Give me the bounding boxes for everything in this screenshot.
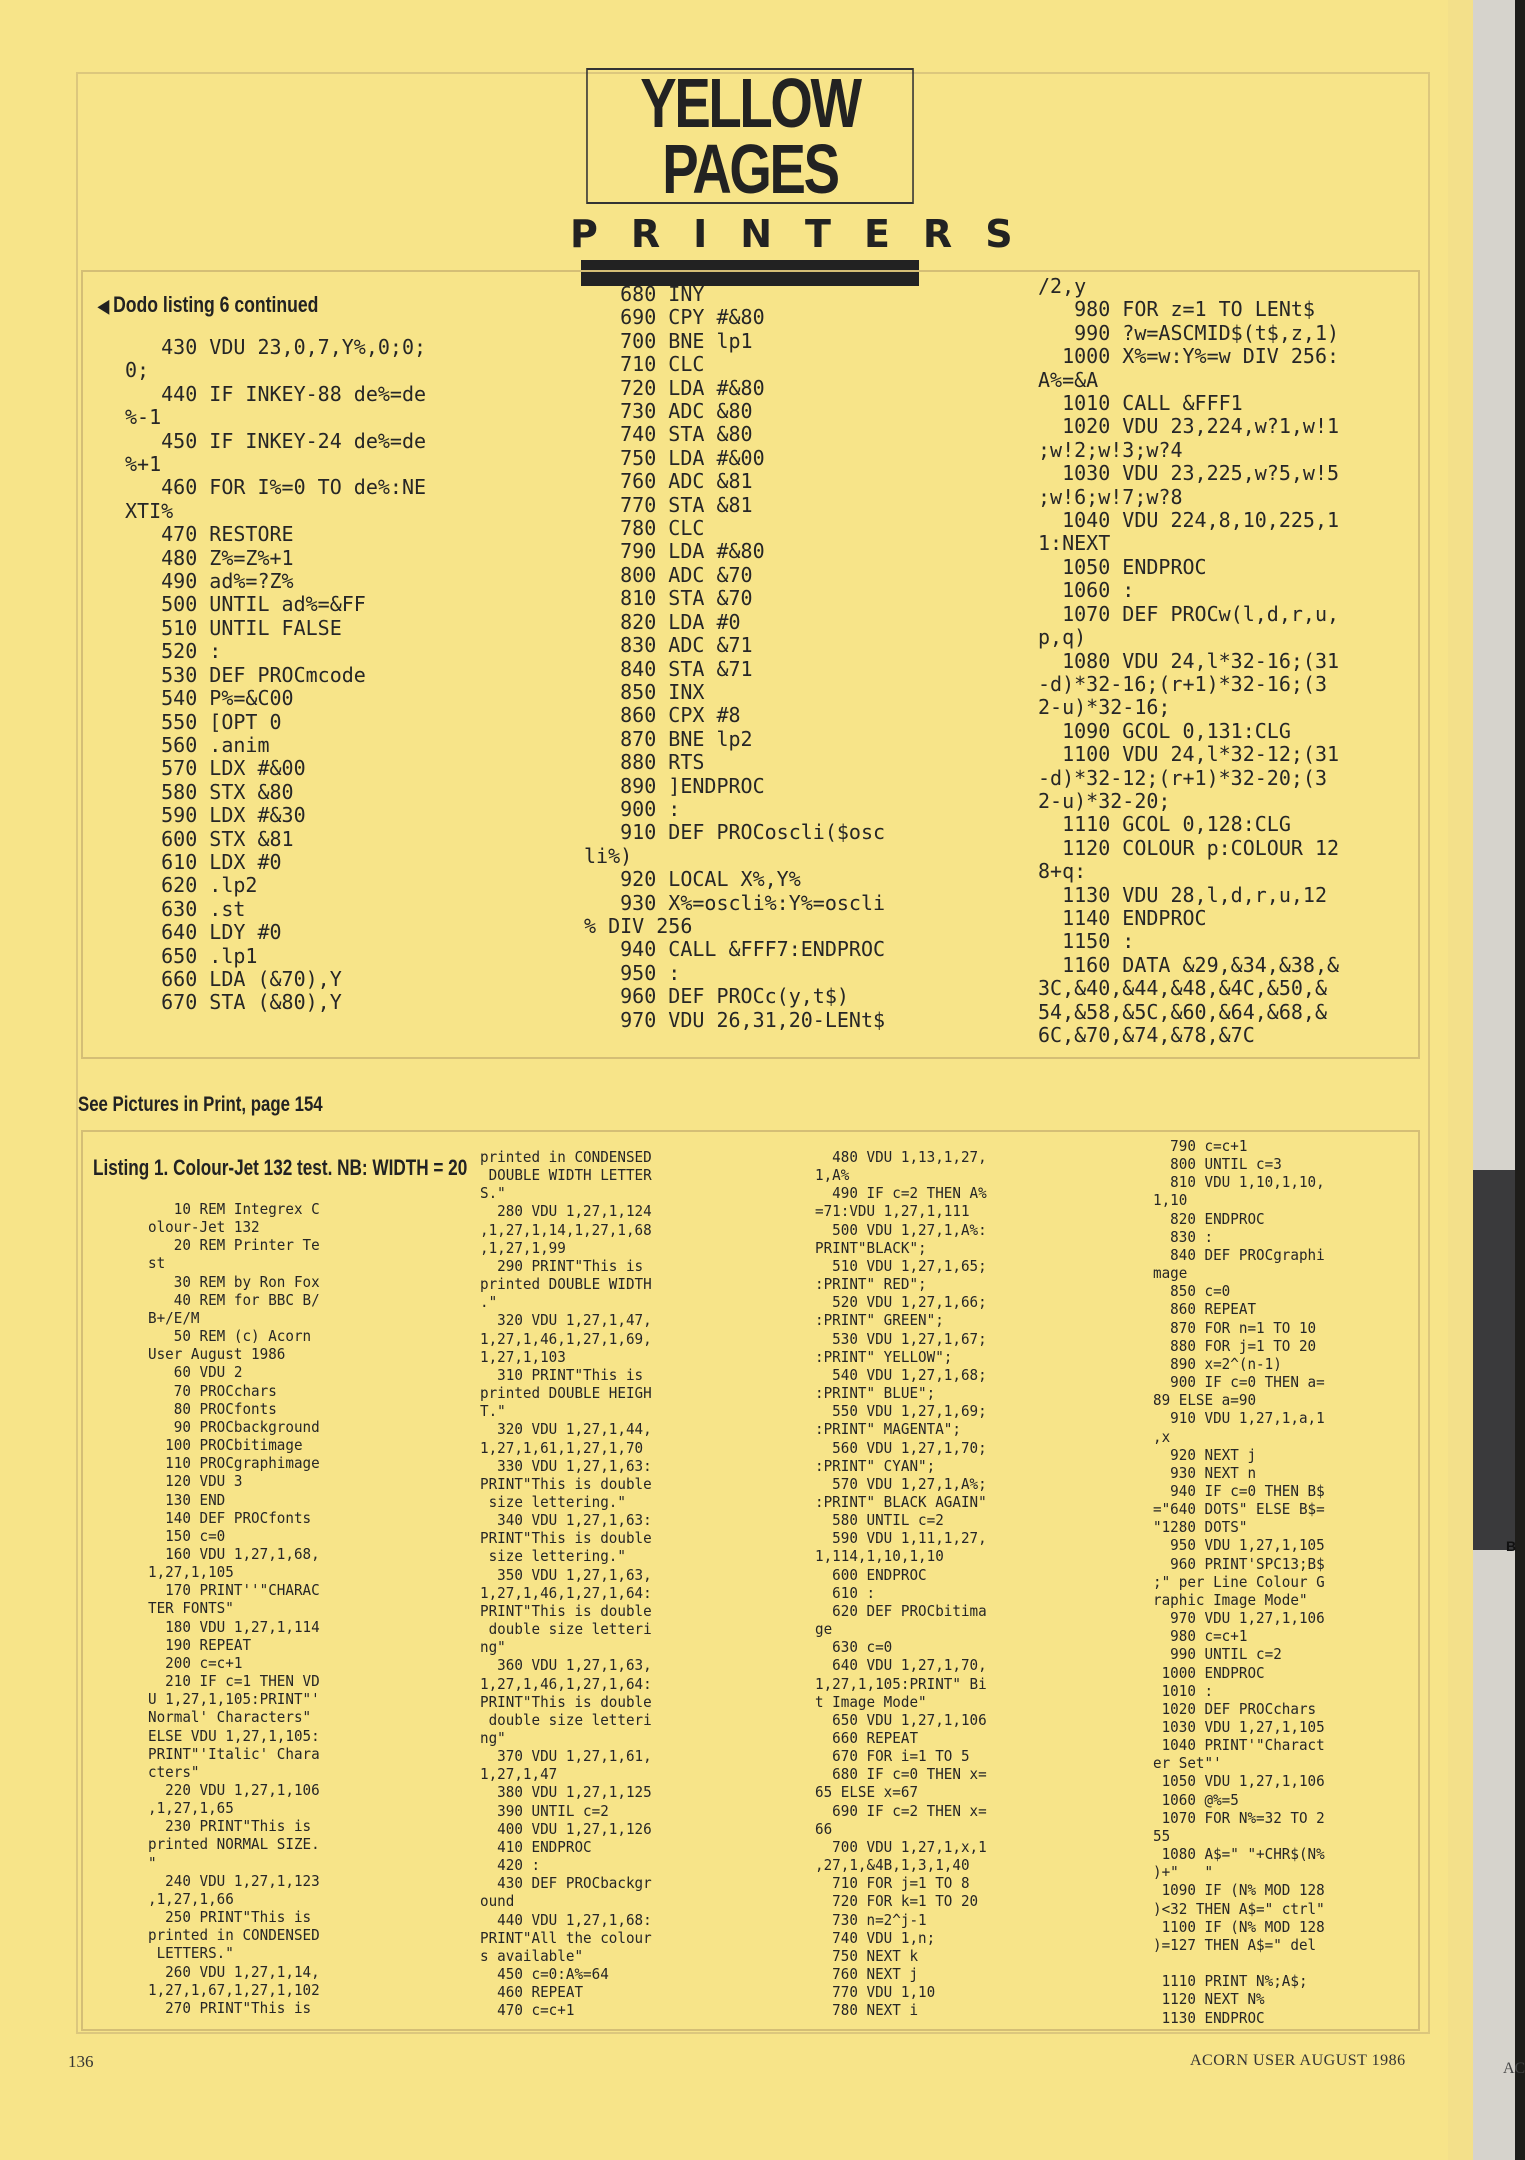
listing6-column-3: /2,y 980 FOR z=1 TO LENt$ 990 ?w=ASCMID$(t$,z,1) 1000 X%=w:Y%=w DIV 256: A%=&A 1010 CALL &FFF1 1020 VDU 23,224,w?1,w!1 ;w!2;w!3;w?4 1030 VDU 23,225,w?5,w!5 ;w!6;w!7;w?8 1040 VDU 224,8,10,225,1 1:NEXT 1050 ENDPROC 1060 : 1070 DEF PROCw(l,d,r,u, p,q) 1080 VDU 24,l*32-16;(31 -d)*32-16;(r+1)*32-16;(3 2-u)*32-16; 1090 GCOL 0,131:CLG 1100 VDU 24,l*32-12;(31 -d)*32-12;(r+1)*32-20;(3 2-u)*32-20; 1110 GCOL 0,128:CLG 1120 COLOUR p:COLOUR 12 8+q: 1130 VDU 28,l,d,r,u,12 1140 ENDPROC 1150 : 1160 DATA &29,&34,&38,& 3C,&40,&44,&48,&4C,&50,& 54,&58,&5C,&60,&64,&68,& 6C,&70,&74,&78,&7C [1038, 274, 1340, 1047]
listing6-column-2: 680 INY 690 CPY #&80 700 BNE lp1 710 CLC 720 LDA #&80 730 ADC &80 740 STA &80 750 LDA #&00 760 ADC &81 770 STA &81 780 CLC 790 LDA #&80 800 ADC &70 810 STA &70 820 LDA #0 830 ADC &71 840 STA &71 850 INX 860 CPX #8 870 BNE lp2 880 RTS 890 ]ENDPROC 900 : 910 DEF PROCoscli($osc li%) 920 LOCAL X%,Y% 930 X%=oscli%:Y%=oscli % DIV 256 940 CALL &FFF7:ENDPROC 950 : 960 DEF PROCc(y,t$) 970 VDU 26,31,20-LENt$ [584, 282, 886, 1032]
listing1-column-2: printed in CONDENSED DOUBLE WIDTH LETTER S." 280 VDU 1,27,1,124 ,1,27,1,14,1,27,1,68 ,1,27,1,99 290 PRINT"This is printed DOUBLE WIDTH ." 320 VDU 1,27,1,47, 1,27,1,46,1,27,1,69, 1,27,1,103 310 PRINT"This is printed DOUBLE HEIGH T." 320 VDU 1,27,1,44, 1,27,1,61,1,27,1,70 330 VDU 1,27,1,63: PRINT"This is double size lettering." 340 VDU 1,27,1,63: PRINT"This is double size lettering." 350 VDU 1,27,1,63, 1,27,1,46,1,27,1,64: PRINT"This is double double size letteri ng" 360 VDU 1,27,1,63, 1,27,1,46,1,27,1,64: PRINT"This is double double size letteri ng" 370 VDU 1,27,1,61, 1,27,1,47 380 VDU 1,27,1,125 390 UNTIL c=2 400 VDU 1,27,1,126 410 ENDPROC 420 : 430 DEF PROCbackgr ound 440 VDU 1,27,1,68: PRINT"All the colour s available" 450 c=0:A%=64 460 REPEAT 470 c=c+1 [480, 1148, 652, 2020]
listing1-column-1: 10 REM Integrex C olour-Jet 132 20 REM Printer Te st 30 REM by Ron Fox 40 REM for BBC B/ B+/E/M 50 REM (c) Acorn User August 1986 60 VDU 2 70 PROCchars 80 PROCfonts 90 PROCbackground 100 PROCbitimage 110 PROCgraphimage 120 VDU 3 130 END 140 DEF PROCfonts 150 c=0 160 VDU 1,27,1,68, 1,27,1,105 170 PRINT''"CHARAC TER FONTS" 180 VDU 1,27,1,114 190 REPEAT 200 c=c+1 210 IF c=1 THEN VD U 1,27,1,105:PRINT"' Normal' Characters" ELSE VDU 1,27,1,105: PRINT"'Italic' Chara cters" 220 VDU 1,27,1,106 ,1,27,1,65 230 PRINT"This is printed NORMAL SIZE. " 240 VDU 1,27,1,123 ,1,27,1,66 250 PRINT"This is printed in CONDENSED LETTERS." 260 VDU 1,27,1,14, 1,27,1,67,1,27,1,102 270 PRINT"This is [148, 1200, 320, 2017]
adjacent-page-letter-b: B [1506, 1538, 1517, 1554]
listing6-heading [98, 292, 318, 318]
adjacent-page-edge [1448, 0, 1525, 2160]
listing1-column-4: 790 c=c+1 800 UNTIL c=3 810 VDU 1,10,1,10, 1,10 820 ENDPROC 830 : 840 DEF PROCgraphi mage 850 c=0 860 REPEAT 870 FOR n=1 TO 10 880 FOR j=1 TO 20 890 x=2^(n-1) 900 IF c=0 THEN a= 89 ELSE a=90 910 VDU 1,27,1,a,1 ,x 920 NEXT j 930 NEXT n 940 IF c=0 THEN B$ ="640 DOTS" ELSE B$= "1280 DOTS" 950 VDU 1,27,1,105 960 PRINT'SPC13;B$ ;" per Line Colour G raphic Image Mode" 970 VDU 1,27,1,106 980 c=c+1 990 UNTIL c=2 1000 ENDPROC 1010 : 1020 DEF PROCchars 1030 VDU 1,27,1,105 1040 PRINT'"Charact er Set"' 1050 VDU 1,27,1,106 1060 @%=5 1070 FOR N%=32 TO 2 55 1080 A$=" "+CHR$(N% )+" " 1090 IF (N% MOD 128 )<32 THEN A$=" ctrl" 1100 IF (N% MOD 128 )=127 THEN A$=" del 1110 PRINT N%;A$; 1120 NEXT N% 1130 ENDPROC [1153, 1137, 1325, 2027]
adjacent-page-footer-fragment: AC [1503, 2060, 1525, 2077]
page-number: 136 [68, 2052, 94, 2071]
magazine-footer: ACORN USER AUGUST 1986 [1190, 2052, 1406, 2069]
masthead-title: YELLOW PAGES [586, 68, 914, 204]
page-header [540, 64, 1046, 286]
triangle-left-icon: ◀ [98, 296, 114, 316]
listing6-heading-text: Dodo listing 6 continued [113, 292, 319, 317]
see-pictures-note: See Pictures in Print, page 154 [78, 1093, 323, 1116]
adjacent-page-dark-block [1473, 1170, 1515, 1550]
listing1-column-3: 480 VDU 1,13,1,27, 1,A% 490 IF c=2 THEN A% =71:VDU 1,27,1,111 500 VDU 1,27,1,A%: PRINT"BLACK"; 510 VDU 1,27,1,65; :PRINT" RED"; 520 VDU 1,27,1,66; :PRINT" GREEN"; 530 VDU 1,27,1,67; :PRINT" YELLOW"; 540 VDU 1,27,1,68; :PRINT" BLUE"; 550 VDU 1,27,1,69; :PRINT" MAGENTA"; 560 VDU 1,27,1,70; :PRINT" CYAN"; 570 VDU 1,27,1,A%; :PRINT" BLACK AGAIN" 580 UNTIL c=2 590 VDU 1,11,1,27, 1,114,1,10,1,10 600 ENDPROC 610 : 620 DEF PROCbitima ge 630 c=0 640 VDU 1,27,1,70, 1,27,1,105:PRINT" Bi t Image Mode" 650 VDU 1,27,1,106 660 REPEAT 670 FOR i=1 TO 5 680 IF c=0 THEN x= 65 ELSE x=67 690 IF c=2 THEN x= 66 700 VDU 1,27,1,x,1 ,27,1,&4B,1,3,1,40 710 FOR j=1 TO 8 720 FOR k=1 TO 20 730 n=2^j-1 740 VDU 1,n; 750 NEXT k 760 NEXT j 770 VDU 1,10 780 NEXT i [815, 1148, 987, 2020]
listing1-heading: Listing 1. Colour-Jet 132 test. NB: WIDTH = 20 [93, 1155, 468, 1180]
listing6-column-1: 430 VDU 23,0,7,Y%,0;0; 0; 440 IF INKEY-88 de%=de %-1 450 IF INKEY-24 de%=de %+1 460 FOR I%=0 TO de%:NE XTI% 470 RESTORE 480 Z%=Z%+1 490 ad%=?Z% 500 UNTIL ad%=&FF 510 UNTIL FALSE 520 : 530 DEF PROCmcode 540 P%=&C00 550 [OPT 0 560 .anim 570 LDX #&00 580 STX &80 590 LDX #&30 600 STX &81 610 LDX #0 620 .lp2 630 .st 640 LDY #0 650 .lp1 660 LDA (&70),Y 670 STA (&80),Y [125, 335, 427, 1015]
adjacent-page-strip [1473, 0, 1515, 2160]
section-title: PRINTERS [570, 212, 1046, 256]
